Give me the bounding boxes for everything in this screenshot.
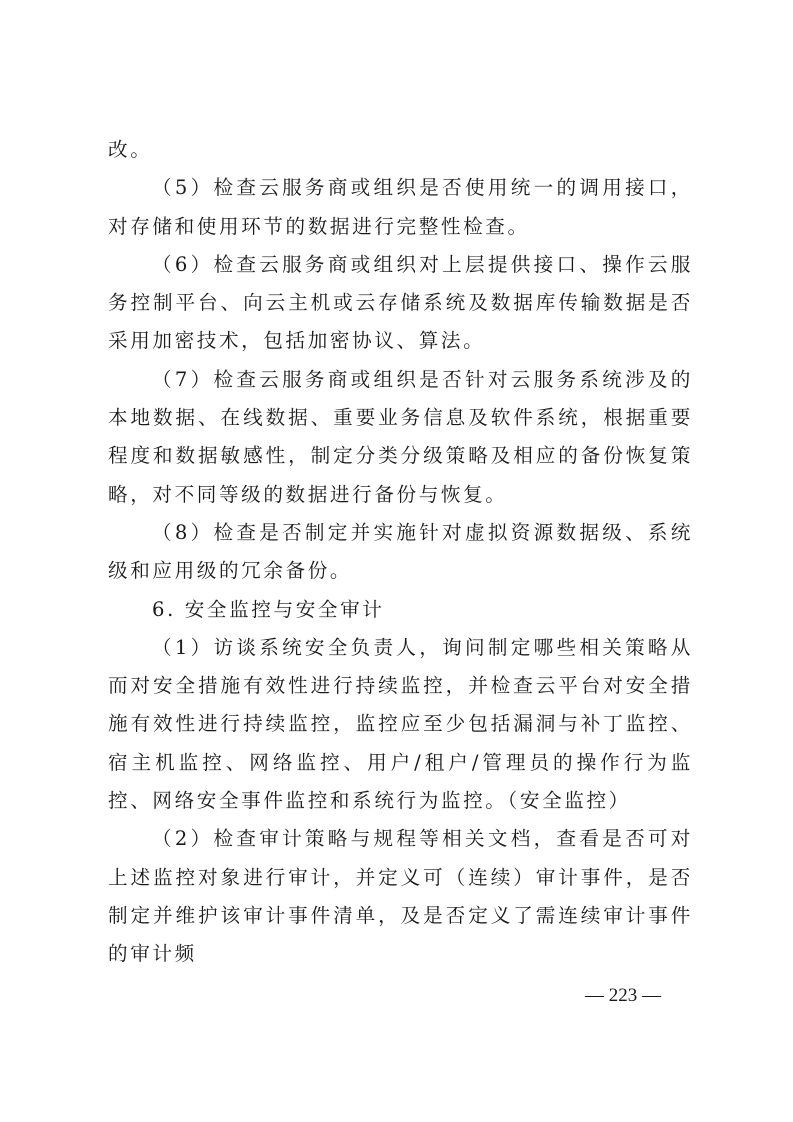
paragraph-audit-2: （2）检查审计策略与规程等相关文档，查看是否可对上述监控对象进行审计，并定义可（连续）审计事件，是否制定并维护该审计事件清单，及是否定义了需连续审计事件的审计频 xyxy=(108,827,693,966)
page-number: — 223 — xyxy=(585,985,661,1006)
body-text xyxy=(108,131,693,974)
paragraph-continuation: 改。 xyxy=(108,138,153,161)
paragraph-check-8: （8）检查是否制定并实施针对虚拟资源数据级、系统级和应用级的冗余备份。 xyxy=(108,520,693,583)
paragraph-check-5: （5）检查云服务商或组织是否使用统一的调用接口，对存储和使用环节的数据进行完整性检查。 xyxy=(108,176,693,238)
section-heading: 6. 安全监控与安全审计 xyxy=(152,597,385,621)
paragraph-check-6: （6）检查云服务商或组织对上层提供接口、操作云服务控制平台、向云主机或云存储系统及数据库传输数据是否采用加密技术，包括加密协议、算法。 xyxy=(108,252,693,353)
paragraph-check-7: （7）检查云服务商或组织是否针对云服务系统涉及的本地数据、在线数据、重要业务信息及软件系统，根据重要程度和数据敏感性，制定分类分级策略及相应的备份恢复策略，对不同等级的数据进行备份与恢复。 xyxy=(108,367,693,506)
paragraph-audit-1: （1）访谈系统安全负责人，询问制定哪些相关策略从而对安全措施有效性进行持续监控，并检查云平台对安全措施有效性进行持续监控，监控应至少包括漏洞与补丁监控、宿主机监控、网络监控、用户/租户/管理员的操作行为监控、网络安全事件监控和系统行为监控。（安全监控） xyxy=(108,635,693,813)
